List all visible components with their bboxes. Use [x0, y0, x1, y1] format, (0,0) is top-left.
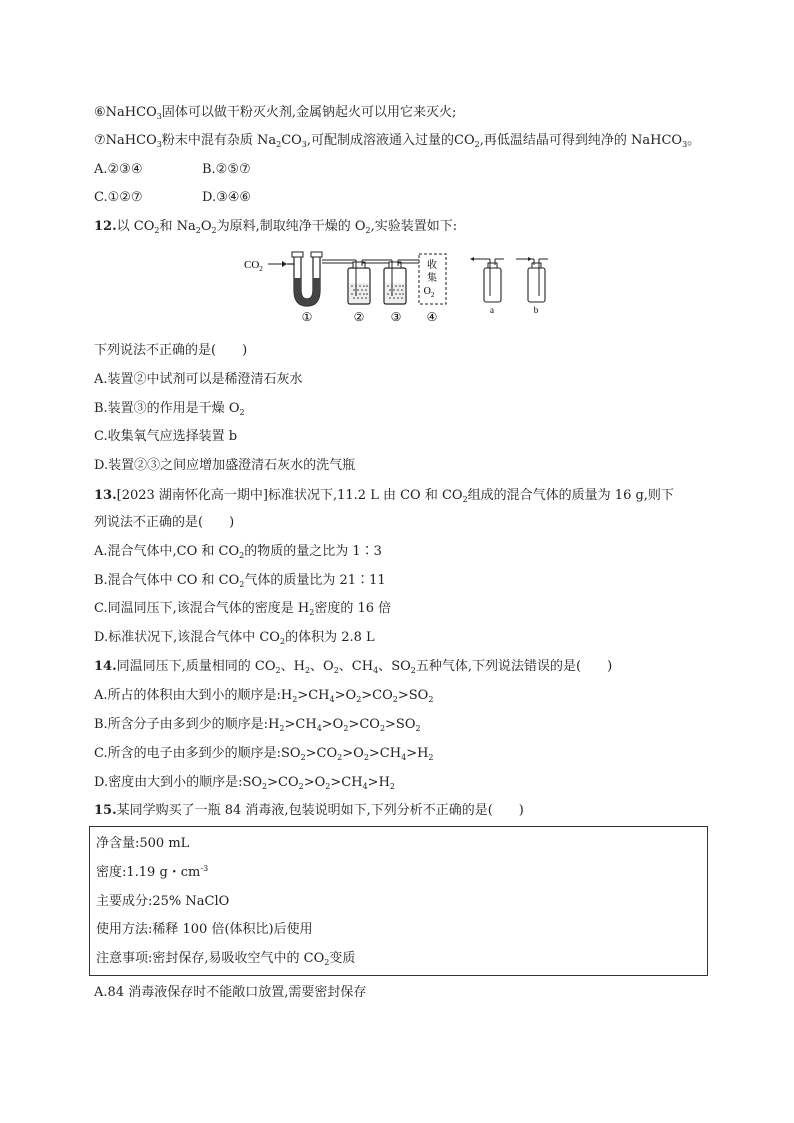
bottle-b [516, 257, 548, 315]
q12-option-a: A.装置②中试剂可以是稀澄清石灰水 [94, 372, 303, 387]
q13-stem-line2: 列说法不正确的是( ) [94, 515, 235, 530]
q13-option-b: B.混合气体中 CO 和 $CO_2$气体的质量比为 21∶11 [94, 573, 386, 589]
apparatus-diagram [238, 246, 558, 324]
wash-bottle-3 [384, 260, 406, 304]
co2-inlet-label: $CO_2$ [244, 259, 263, 273]
q11-item-6: ⑥NaHCO$_3$固体可以做干粉灭火剂,金属钠起火可以用它来灭火; [94, 105, 457, 121]
label-caution: 注意事项:密封保存,易吸收空气中的 $CO_2$变质 [96, 951, 356, 967]
q14-option-d: D.密度由大到小的顺序是$:SO_2>CO_2>O_2>CH_4>H_2$ [94, 775, 395, 791]
label-density: 密度:1.19 g・$cm^{-3}$ [96, 864, 209, 880]
bottle-b-label: b [533, 305, 539, 315]
label-volume: 净含量:500 mL [96, 836, 190, 851]
bottle-a-label: a [490, 305, 494, 315]
q12-option-d: D.装置②③之间应增加盛澄清石灰水的洗气瓶 [94, 458, 356, 473]
q12-question: 下列说法不正确的是( ) [94, 343, 248, 358]
label-component: 主要成分:25% NaClO [96, 894, 230, 909]
q12-stem: 12.以 $CO_2$和 $Na_2O_2$为原料,制取纯净干燥的 $O_2$,实验装置如下: [94, 219, 458, 235]
q13-option-c: C.同温同压下,该混合气体的密度是 $H_2$密度的 16 倍 [94, 601, 392, 617]
q15-stem: 15.某同学购买了一瓶 84 消毒液,包装说明如下,下列分析不正确的是( ) [94, 803, 524, 818]
label-3: ③ [390, 310, 402, 324]
label-usage: 使用方法:稀释 100 倍(体积比)后使用 [96, 922, 313, 937]
q15-option-a: A.84 消毒液保存时不能敞口放置,需要密封保存 [94, 985, 367, 1000]
q11-option-d: D.③④⑥ [202, 190, 252, 205]
q13-option-d: D.标准状况下,该混合气体中 $CO_2$的体积为 2.8 L [94, 630, 375, 646]
q14-option-c: C.所含的电子由多到少的顺序是$:SO_2>CO_2>O_2>CH_4>H_2$ [94, 746, 434, 762]
bottle-a [470, 257, 504, 315]
q11-option-c: C.①②⑦ [94, 190, 143, 205]
product-label-box [89, 826, 708, 976]
q11-option-a: A.②③④ [94, 162, 143, 177]
q12-option-b: B.装置③的作用是干燥 $O_2$ [94, 401, 245, 417]
q14-option-b: B.所含分子由多到少的顺序是$:H_2>CH_4>O_2>CO_2>SO_2$ [94, 717, 421, 733]
label-4: ④ [426, 310, 438, 324]
q11-option-b: B.②⑤⑦ [202, 162, 251, 177]
label-1: ① [301, 310, 313, 324]
q14-stem: 14.同温同压下,质量相同的 $CO_2$、$H_2$、$O_2$、$CH_4$、$SO_2$五种气体,下列说法错误的是( ) [94, 659, 613, 675]
collect-char-1: 收 [427, 260, 437, 271]
label-2: ② [353, 310, 365, 324]
wash-bottle-2 [348, 260, 370, 304]
u-tube [292, 252, 322, 306]
q13-stem-line1: 13.[2023 湖南怀化高一期中]标准状况下,11.2 L 由 CO 和 $CO_2$组成的混合气体的质量为 16 g,则下 [94, 488, 674, 504]
q12-option-c: C.收集氧气应选择装置 b [94, 429, 238, 444]
q13-option-a: A.混合气体中,CO 和 $CO_2$的物质的量之比为 1∶3 [94, 544, 382, 560]
q14-option-a: A.所占的体积由大到小的顺序是$:H_2>CH_4>O_2>CO_2>SO_2$ [94, 688, 434, 704]
q11-item-7: ⑦NaHCO$_3$粉末中混有杂质 $Na_2CO_3$,可配制成溶液通入过量的$CO_2$,再低温结晶可得到纯净的 NaHCO$_3$。 [94, 133, 701, 149]
collect-o2: $O_2$ [423, 286, 435, 299]
collect-char-2: 集 [427, 273, 437, 284]
